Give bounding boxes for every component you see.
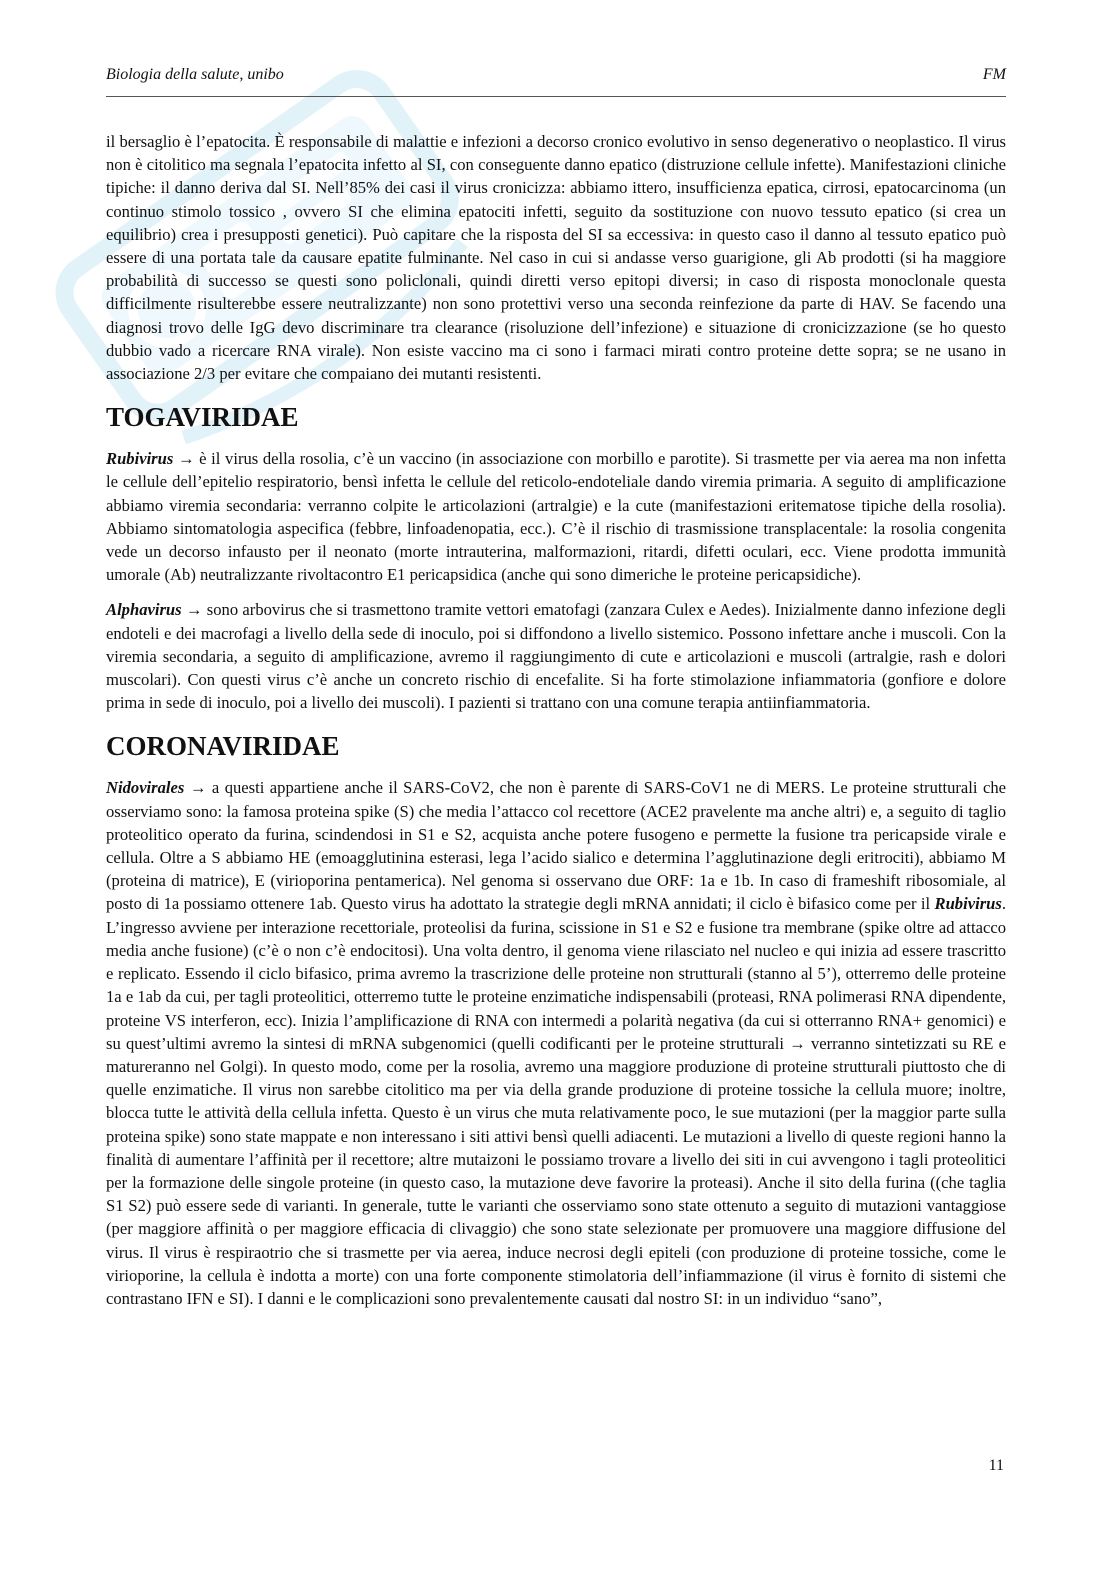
paragraph-alphavirus [106,598,1006,714]
nidovirales-text-b: . L’ingresso avviene per interazione recettoriale, proteolisi da furina, scissione in S1 e S2 e fusione tra membrane (spike oltre ad attacco media anche fusione) (c’è o non c’è endocitosi). Una volta dentro, il genoma viene rilasciato nel nucleo e qui inizia ad essere trascritto e replicato. Essendo il ciclo bifasico, prima avremo la trascrizione delle proteine non strutturali (stanno al 5’), otterremo delle proteine 1a e 1ab da cui, per tagli proteolitici, otterremo tutte le proteine enzimatiche indispensabili (proteasi, RNA polimerasi RNA dipendente, proteine VS interferon, ecc). Inizia l’amplificazione di RNA con intermedi a polarità negativa (da cui si otterranno RNA+ genomici) e su quest’ultimi avremo la sintesi di mRNA subgenomici (quelli codificanti per le proteine strutturali → verranno sintetizzati su RE e matureranno nel Golgi). In questo modo, come per la rosolia, avremo una maggiore produzione di proteine strutturali piuttosto che di quelle enzimatiche. Il virus non sarebbe citolitico ma per via della grande produzione di proteine tossiche la cellula muore; inoltre, blocca tutte le attività della cellula infetta. Questo è un virus che muta relativamente poco, le sue mutazioni (per la maggior parte sulla proteina spike) sono state mappate e non interessano i siti attivi bensì quelli adiacenti. Le mutazioni a livello di queste regioni hanno la finalità di aumentare l’affinità per il recettore; altre mutaizoni le possiamo trovare a livello dei siti in cui avvengono i tagli proteolitici per la formazione delle singole proteine (in questo caso, la mutazione deve favorire la proteasi). Anche il sito della furina ((che taglia S1 S2) può essere sede di varianti. In generale, tutte le varianti che osserviamo sono state ottenuto a seguito di mutazioni vantaggiose (per maggiore affinità o per maggiore efficacia di clivaggio) che sono state selezionate per promuovere una maggiore diffusione del virus. Il virus è respiraotrio che si trasmette per via aerea, induce necrosi degli epiteli (con produzione di proteine tossiche, come le virioporine, la cellula è indotta a morte) con una forte componente stimolatoria dell’infiammazione (il virus è fornito di sistemi che contrastano IFN e SI). I danni e le complicazioni sono prevalentemente causati dal nostro SI: in un individuo “sano”, [106,894,1006,1308]
term-rubivirus: Rubivirus [106,449,174,469]
page-header [106,62,1006,92]
alphavirus-text: → sono arbovirus che si trasmettono tramite vettori ematofagi (zanzara Culex e Aedes). Inizialmente danno infezione degli endoteli e dei macrofagi a livello della sede di inoculo, poi si diffondono a livello sistemico. Possono infettare anche i muscoli. Con la viremia secondaria, a seguito di amplificazione, avremo il raggiungimento di cute e articolazioni e muscoli (artralgie, rash e dolori muscolari). Con questi virus c’è anche un concreto rischio di encefalite. Si ha forte stimolazione infiammatoria (gonfiore e dolore prima in sede di inoculo, poi a livello dei muscoli). I pazienti si trattano con una comune terapia antiinfiammatoria. [106,600,1006,713]
page-number: 11 [988,1457,1004,1474]
heading-coronaviridae: CORONAVIRIDAE [106,731,340,762]
term-nidovirales: Nidovirales [106,778,185,798]
header-divider [106,96,1006,97]
header-initials: FM [982,66,1006,83]
paragraph-hepatitis: il bersaglio è l’epatocita. È responsabile di malattie e infezioni a decorso cronico evolutivo in senso degenerativo o neoplastico. Il virus non è citolitico ma segnala l’epatocita infetto al SI, con conseguente danno epatico (distruzione cellule infette). Manifestazioni cliniche tipiche: il danno deriva dal SI. Nell’85% dei casi il virus cronicizza: abbiamo ittero, insufficienza epatica, cirrosi, epatocarcinoma (un continuo stimolo tossico , ovvero SI che elimina epatociti infetti, seguito da sostituzione con nuovo tessuto epatico (si crea un equilibrio) crea i presupposti genetici). Può capitare che la risposta del SI sa eccessiva: in questo caso il danno al tessuto epatico può essere di una portata tale da causare epatite fulminante. Nel caso in cui si andasse verso guarigione, gli Ab prodotti (si ha maggiore probabilità di successo se questi sono policlonali, quindi diretti verso epitopi diversi; in caso di risposta monoclonale questa difficilmente risulterebbe essere neutralizzante) non sono protettivi verso una seconda reinfezione da parte di HAV. Se facendo una diagnosi trovo delle IgG devo discriminare tra clearance (risoluzione dell’infezione) e situazione di cronicizzazione (se ho questo dubbio vado a ricercare RNA virale). Non esiste vaccino ma ci sono i farmaci mirati contro proteine dette sopra; se ne usano in associazione 2/3 per evitare che compaiano dei mutanti resistenti. [106,132,1006,384]
page-content [106,130,1006,1322]
term-alphavirus: Alphavirus [106,600,182,620]
paragraph-nidovirales [106,776,1006,1310]
header-course: Biologia della salute, unibo [106,66,284,83]
term-rubivirus-inline: Rubivirus [934,894,1002,914]
paragraph-rubivirus [106,447,1006,586]
rubivirus-text: → è il virus della rosolia, c’è un vaccino (in associazione con morbillo e parotite). Si trasmette per via aerea ma non infetta le cellule dell’epitelio respiratorio, bensì infetta le cellule del reticolo-endoteliale dando viremia primaria. A seguito di amplificazione abbiamo viremia secondaria: verranno colpite le articolazioni (artralgie) e la cute (manifestazioni eritematose tipiche della rosolia). Abbiamo sintomatologia aspecifica (febbre, linfoadenopatia, ecc.). C’è il rischio di trasmissione transplacentale: la rosolia congenita vede un decorso infausto per il neonato (morte intrauterina, malformazioni, ritardi, difetti oculari, ecc. Viene prodotta immunità umorale (Ab) neutralizzante rivoltacontro E1 pericapsidica (anche qui sono dimeriche le proteine pericapsidiche). [106,449,1006,585]
heading-togaviridae: TOGAVIRIDAE [106,402,299,433]
nidovirales-text-a: → a questi appartiene anche il SARS-CoV2, che non è parente di SARS-CoV1 ne di MERS. Le proteine strutturali che osserviamo sono: la famosa proteina spike (S) che media l’attacco col recettore (ACE2 pravelente ma anche altri) e, a seguito di taglio proteolitico operato da furina, scindendosi in S1 e S2, acquista anche potere fusogeno e permette la fusione tra pericapside virale e cellula. Oltre a S abbiamo HE (emoagglutinina esterasi, lega l’acido sialico e determina l’agglutinazione degli eritrociti), abbiamo M (proteina di matrice), E (virioporina pentamerica). Nel genoma si osservano due ORF: 1a e 1b. In caso di frameshift ribosomiale, al posto di 1a possiamo ottenere 1ab. Questo virus ha adottato la strategie degli mRNA annidati; il ciclo è bifasico come per il [106,778,1006,914]
